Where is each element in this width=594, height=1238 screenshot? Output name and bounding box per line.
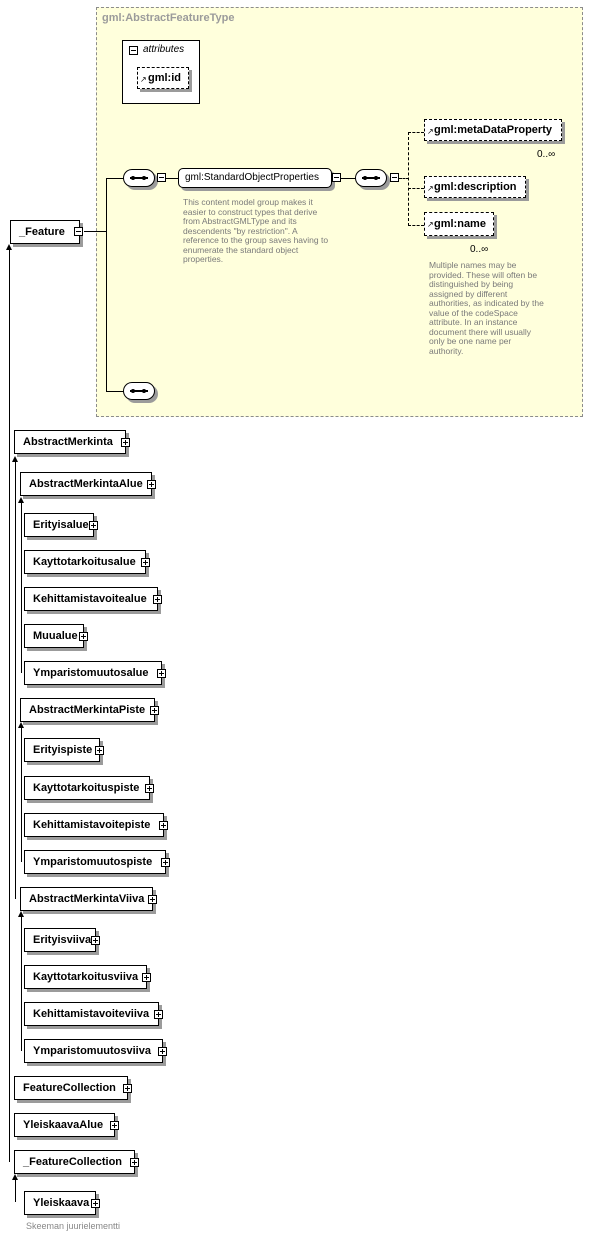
type-node-kehittamistavoiteviiva[interactable] — [24, 1002, 159, 1026]
attribute-gml-id-label: gml:id — [148, 72, 181, 84]
type-node-label: Yleiskaava — [33, 1197, 90, 1209]
collapse-icon[interactable] — [390, 173, 399, 182]
type-node-featurecollection[interactable] — [14, 1076, 128, 1100]
type-node-kehittamistavoitealue[interactable] — [24, 587, 158, 611]
expand-icon[interactable] — [142, 973, 151, 982]
type-node-kehittamistavoitepiste[interactable] — [24, 813, 164, 837]
feature-root-node[interactable] — [10, 220, 80, 244]
type-node-kayttotarkoitusviiva[interactable] — [24, 965, 147, 989]
expand-icon[interactable] — [159, 821, 168, 830]
expand-icon[interactable] — [130, 1158, 139, 1167]
type-node-label: Kehittamistavoitepiste — [33, 819, 151, 831]
expand-icon[interactable] — [157, 669, 166, 678]
expand-icon[interactable] — [154, 1010, 163, 1019]
expand-icon[interactable] — [161, 858, 170, 867]
expand-icon[interactable] — [91, 1199, 100, 1208]
type-node-ymparistomuutosalue[interactable] — [24, 661, 162, 685]
expand-icon[interactable] — [121, 438, 130, 447]
description-label: gml:description — [434, 181, 517, 193]
expand-icon[interactable] — [147, 480, 156, 489]
type-node-abstractmerkintaviiva[interactable] — [20, 887, 153, 911]
type-node-label: YleiskaavaAlue — [23, 1119, 104, 1131]
type-node-label: Muualue — [33, 630, 78, 642]
name-note: Multiple names may be provided. These will often be distinguished by being assigned by different authorities, as indicated by the value of the codeSpace attribute. In an instance document there will usually only be one name per authority. — [429, 260, 544, 356]
sequence-compositor[interactable] — [123, 169, 155, 187]
meta-data-property-element[interactable] — [424, 119, 562, 141]
type-node-label: Kayttotarkoitusviiva — [33, 971, 139, 983]
expand-icon[interactable] — [148, 895, 157, 904]
reference-arrow-icon: ↗ — [140, 75, 147, 84]
standard-object-properties-label: gml:StandardObjectProperties — [185, 172, 319, 183]
name-label: gml:name — [434, 218, 486, 230]
type-node-kayttotarkoituspiste[interactable] — [24, 776, 150, 800]
type-node-erityisviiva[interactable] — [24, 928, 96, 952]
sequence-compositor[interactable] — [355, 169, 387, 187]
expand-icon[interactable] — [110, 1121, 119, 1130]
type-node-label: FeatureCollection — [23, 1082, 116, 1094]
type-node-label: Kayttotarkoituspiste — [33, 782, 140, 794]
type-node-featurecollection[interactable] — [14, 1150, 135, 1174]
type-node-kayttotarkoitusalue[interactable] — [24, 550, 146, 574]
type-node-erityisalue[interactable] — [24, 513, 94, 537]
meta-data-property-occurrence: 0..∞ — [537, 149, 556, 160]
collapse-icon[interactable] — [129, 46, 138, 55]
footer-note: Skeeman juurielementti — [26, 1221, 121, 1231]
type-node-label: Kehittamistavoitealue — [33, 593, 147, 605]
expand-icon[interactable] — [153, 595, 162, 604]
type-node-label: Erityisviiva — [33, 934, 92, 946]
type-node-yleiskaava[interactable] — [24, 1191, 96, 1215]
type-node-ymparistomuutospiste[interactable] — [24, 850, 166, 874]
type-node-abstractmerkintaalue[interactable] — [20, 472, 152, 496]
type-node-label: Ymparistomuutospiste — [33, 856, 153, 868]
group-title: gml:AbstractFeatureType — [102, 12, 235, 24]
description-element[interactable] — [424, 176, 526, 198]
type-node-label: _FeatureCollection — [23, 1156, 123, 1168]
type-node-abstractmerkinta[interactable] — [14, 430, 126, 454]
type-node-label: Erityisalue — [33, 519, 89, 531]
attributes-label: attributes — [143, 44, 185, 55]
type-node-label: Kayttotarkoitusalue — [33, 556, 136, 568]
type-node-label: AbstractMerkintaPiste — [29, 704, 146, 716]
type-node-muualue[interactable] — [24, 624, 84, 648]
expand-icon[interactable] — [150, 706, 159, 715]
expand-icon[interactable] — [95, 746, 104, 755]
type-node-label: AbstractMerkintaViiva — [29, 893, 145, 905]
type-node-ymparistomuutosviiva[interactable] — [24, 1039, 163, 1063]
expand-icon[interactable] — [79, 632, 88, 641]
reference-arrow-icon: ↗ — [427, 127, 434, 136]
feature-root-label: _Feature — [19, 226, 65, 238]
type-node-yleiskaavaalue[interactable] — [14, 1113, 115, 1137]
expand-icon[interactable] — [123, 1084, 132, 1093]
meta-data-property-label: gml:metaDataProperty — [434, 124, 552, 136]
type-node-label: Ymparistomuutosviiva — [33, 1045, 151, 1057]
expand-icon[interactable] — [89, 521, 98, 530]
name-occurrence: 0..∞ — [470, 244, 489, 255]
sequence-compositor[interactable] — [123, 382, 155, 400]
type-node-erityispiste[interactable] — [24, 738, 100, 762]
type-node-label: Kehittamistavoiteviiva — [33, 1008, 150, 1020]
type-node-abstractmerkintapiste[interactable] — [20, 698, 155, 722]
expand-icon[interactable] — [91, 936, 100, 945]
collapse-icon[interactable] — [332, 173, 341, 182]
attributes-box[interactable] — [122, 40, 200, 104]
reference-arrow-icon: ↗ — [427, 184, 434, 193]
reference-arrow-icon: ↗ — [427, 220, 434, 229]
type-node-label: Erityispiste — [33, 744, 93, 756]
collapse-icon[interactable] — [74, 227, 83, 236]
expand-icon[interactable] — [145, 784, 154, 793]
expand-icon[interactable] — [141, 558, 150, 567]
name-element[interactable] — [424, 212, 494, 236]
collapse-icon[interactable] — [157, 173, 166, 182]
type-node-label: Ymparistomuutosalue — [33, 667, 149, 679]
standard-object-properties-group[interactable] — [178, 168, 332, 188]
type-node-label: AbstractMerkinta — [23, 436, 113, 448]
type-node-label: AbstractMerkintaAlue — [29, 478, 143, 490]
attribute-gml-id[interactable] — [137, 67, 189, 89]
standard-group-note: This content model group makes it easier to construct types that derive from AbstractGMLType and its descendents "by restriction". A reference to the group saves having to enumerate the standard object properties. — [183, 197, 329, 264]
expand-icon[interactable] — [158, 1047, 167, 1056]
